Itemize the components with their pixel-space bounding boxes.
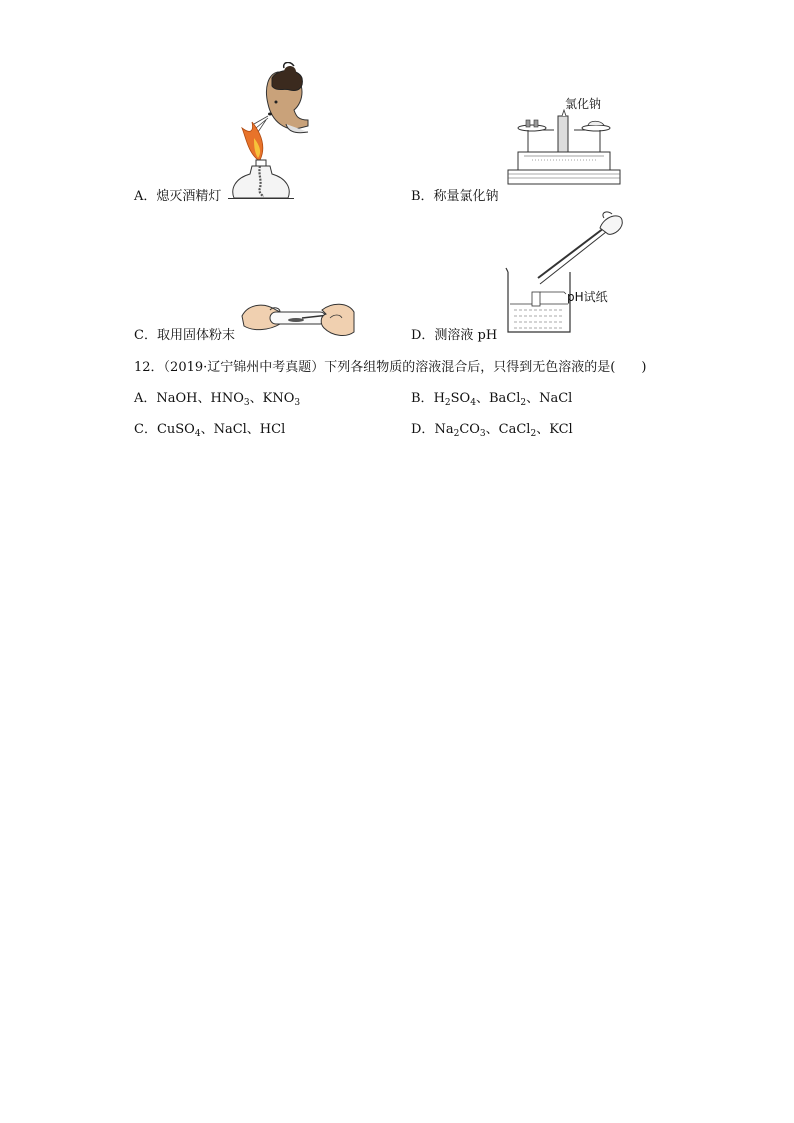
- option-prefix: B．: [411, 391, 434, 406]
- formula-part: NaOH、HNO: [156, 391, 244, 406]
- formula-part: 、NaCl、HCl: [200, 422, 286, 437]
- option-a-label: A．熄灭酒精灯: [134, 189, 222, 204]
- option-prefix: D．: [411, 422, 435, 437]
- formula-part: H: [433, 391, 445, 406]
- option-b-label: B．称量氯化钠: [411, 189, 499, 204]
- option-c-label: C．取用固体粉末: [134, 328, 235, 343]
- question-number: 12．: [134, 360, 164, 375]
- formula-part: 、NaCl: [526, 391, 573, 406]
- subscript: 3: [294, 398, 301, 408]
- option-d-label: D．测溶液 pH: [411, 328, 498, 343]
- subscript: 4: [194, 429, 201, 439]
- q12-option-c: [134, 422, 285, 442]
- subscript: 3: [479, 429, 486, 439]
- subscript: 2: [444, 398, 451, 408]
- figure-a-base-line: [228, 198, 294, 199]
- formula-part: CO: [459, 422, 480, 437]
- formula-part: 、CaCl: [485, 422, 531, 437]
- q12-option-b: [411, 391, 572, 411]
- subscript: 2: [453, 429, 460, 439]
- question-12-stem: [134, 360, 646, 376]
- option-prefix: C．: [134, 422, 157, 437]
- formula-part: 、BaCl: [475, 391, 521, 406]
- subscript: 2: [530, 429, 537, 439]
- formula-part: SO: [450, 391, 471, 406]
- solid-powder-figure: [240, 296, 356, 342]
- subscript: 4: [470, 398, 476, 408]
- ph-test-figure: [504, 208, 628, 336]
- subscript: 2: [520, 398, 527, 408]
- formula-part: Na: [434, 422, 454, 437]
- ph-paper-figure-label: pH试纸: [567, 290, 608, 304]
- alcohol-lamp-figure: [228, 62, 318, 202]
- person-head-illustration: [266, 62, 308, 132]
- q12-option-d: [411, 422, 573, 442]
- question-text: 下列各组物质的溶液混合后，只得到无色溶液的是( ): [324, 360, 647, 375]
- sodium-chloride-figure-label: 氯化钠: [565, 97, 602, 111]
- subscript: 3: [243, 398, 250, 408]
- option-prefix: A．: [134, 391, 157, 406]
- formula-part: CuSO: [156, 422, 195, 437]
- balance-figure: [504, 108, 624, 188]
- formula-part: 、KNO: [249, 391, 295, 406]
- q12-option-a: [134, 391, 300, 411]
- question-source: （2019·辽宁锦州中考真题）: [163, 360, 325, 375]
- formula-part: 、KCl: [536, 422, 573, 437]
